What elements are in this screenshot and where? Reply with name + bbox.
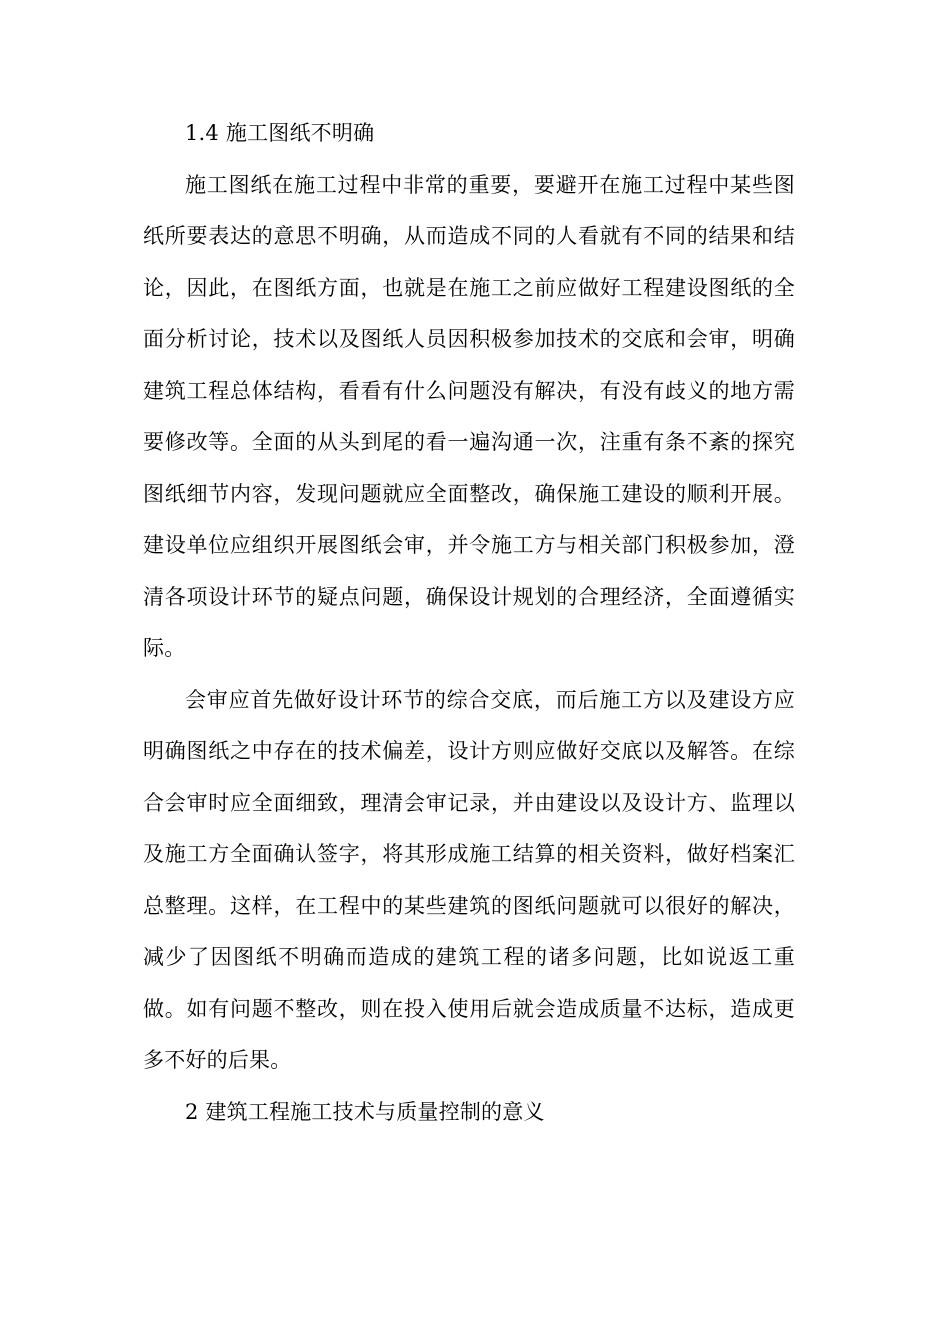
document-body — [143, 108, 795, 1138]
section-heading-2: 2 建筑工程施工技术与质量控制的意义 — [185, 1099, 545, 1124]
paragraph-drawings-importance: 施工图纸在施工过程中非常的重要，要避开在施工过程中某些图纸所要表达的意思不明确，从而造成不同的人看就有不同的结果和结论，因此，在图纸方面，也就是在施工之前应做好工程建设图纸的全面分析讨论，技术以及图纸人员因积极参加技术的交底和会审，明确建筑工程总体结构，看看有什么问题没有解决，有没有歧义的地方需要修改等。全面的从头到尾的看一遍沟通一次，注重有条不紊的探究图纸细节内容，发现问题就应全面整改，确保施工建设的顺利开展。建设单位应组织开展图纸会审，并令施工方与相关部门积极参加，澄清各项设计环节的疑点问题，确保设计规划的合理经济，全面遵循实际。 — [143, 172, 795, 660]
paragraph-joint-review: 会审应首先做好设计环节的综合交底，而后施工方以及建设方应明确图纸之中存在的技术偏差，设计方则应做好交底以及解答。在综合会审时应全面细致，理清会审记录，并由建设以及设计方、监理以及施工方全面确认签字，将其形成施工结算的相关资料，做好档案汇总整理。这样，在工程中的某些建筑的图纸问题就可以很好的解决，减少了因图纸不明确而造成的建筑工程的诸多问题，比如说返工重做。如有问题不整改，则在投入使用后就会造成质量不达标，造成更多不好的后果。 — [143, 687, 795, 1072]
section-heading-1-4: 1.4 施工图纸不明确 — [185, 121, 375, 145]
